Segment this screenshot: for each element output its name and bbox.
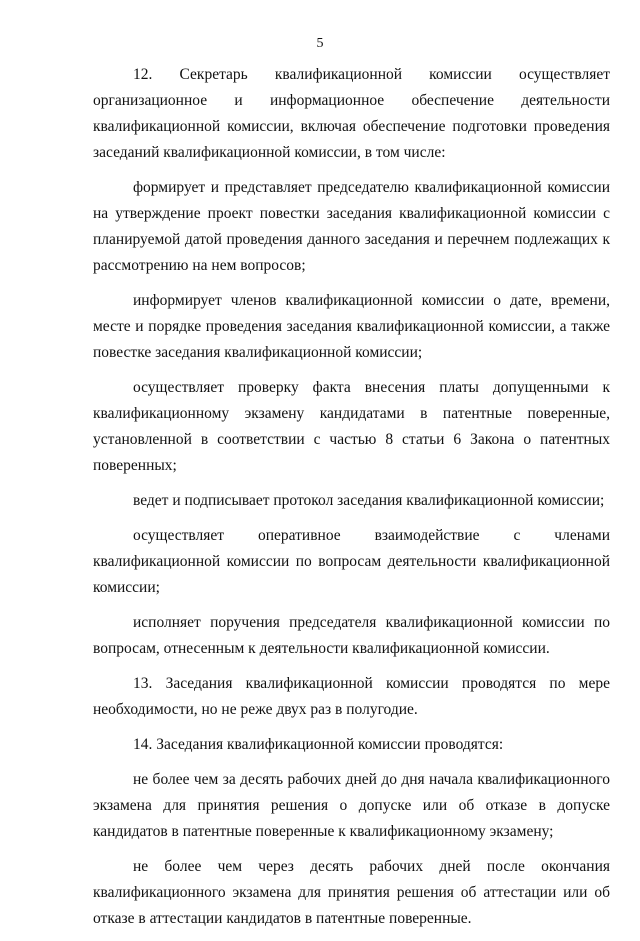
paragraph-12-item-6: исполняет поручения председателя квалификационной комиссии по вопросам, отнесенным к деятельности квалификационной комиссии. xyxy=(93,614,610,657)
paragraph-12-item-1: формирует и представляет председателю квалификационной комиссии на утверждение проект повестки заседания квалификационной комиссии с планируемой датой проведения данного заседания и перечнем подлежащих к рассмотрению на нем вопросов; xyxy=(93,179,610,274)
paragraph-12-item-4: ведет и подписывает протокол заседания квалификационной комиссии; xyxy=(133,492,605,509)
paragraph-12: 12. Секретарь квалификационной комиссии осуществляет организационное и информационное обеспечение деятельности квалификационной комиссии, включая обеспечение подготовки проведения заседаний квалификационной комиссии, в том числе: xyxy=(93,66,610,161)
paragraph-14-item-2: не более чем через десять рабочих дней после окончания квалификационного экзамена для принятия решения об аттестации или об отказе в аттестации кандидатов в патентные поверенные. xyxy=(93,858,610,927)
document-body xyxy=(93,62,610,941)
paragraph-12-item-2: информирует членов квалификационной комиссии о дате, времени, месте и порядке проведения заседания квалификационной комиссии, а также повестке заседания квалификационной комиссии; xyxy=(93,292,610,361)
paragraph-14: 14. Заседания квалификационной комиссии проводятся: xyxy=(133,736,504,753)
paragraph-14-item-1: не более чем за десять рабочих дней до дня начала квалификационного экзамена для принятия решения о допуске или об отказе в допуске кандидатов в патентные поверенные к квалификационному экзамену; xyxy=(93,771,610,840)
page-number: 5 xyxy=(316,36,324,51)
paragraph-13: 13. Заседания квалификационной комиссии проводятся по мере необходимости, но не реже двух раз в полугодие. xyxy=(93,675,610,718)
paragraph-12-item-5: осуществляет оперативное взаимодействие с членами квалификационной комиссии по вопросам деятельности квалификационной комиссии; xyxy=(93,527,610,596)
paragraph-12-item-3: осуществляет проверку факта внесения платы допущенными к квалификационному экзамену кандидатами в патентные поверенные, установленной в соответствии с частью 8 статьи 6 Закона о патентных поверенных; xyxy=(93,379,610,474)
